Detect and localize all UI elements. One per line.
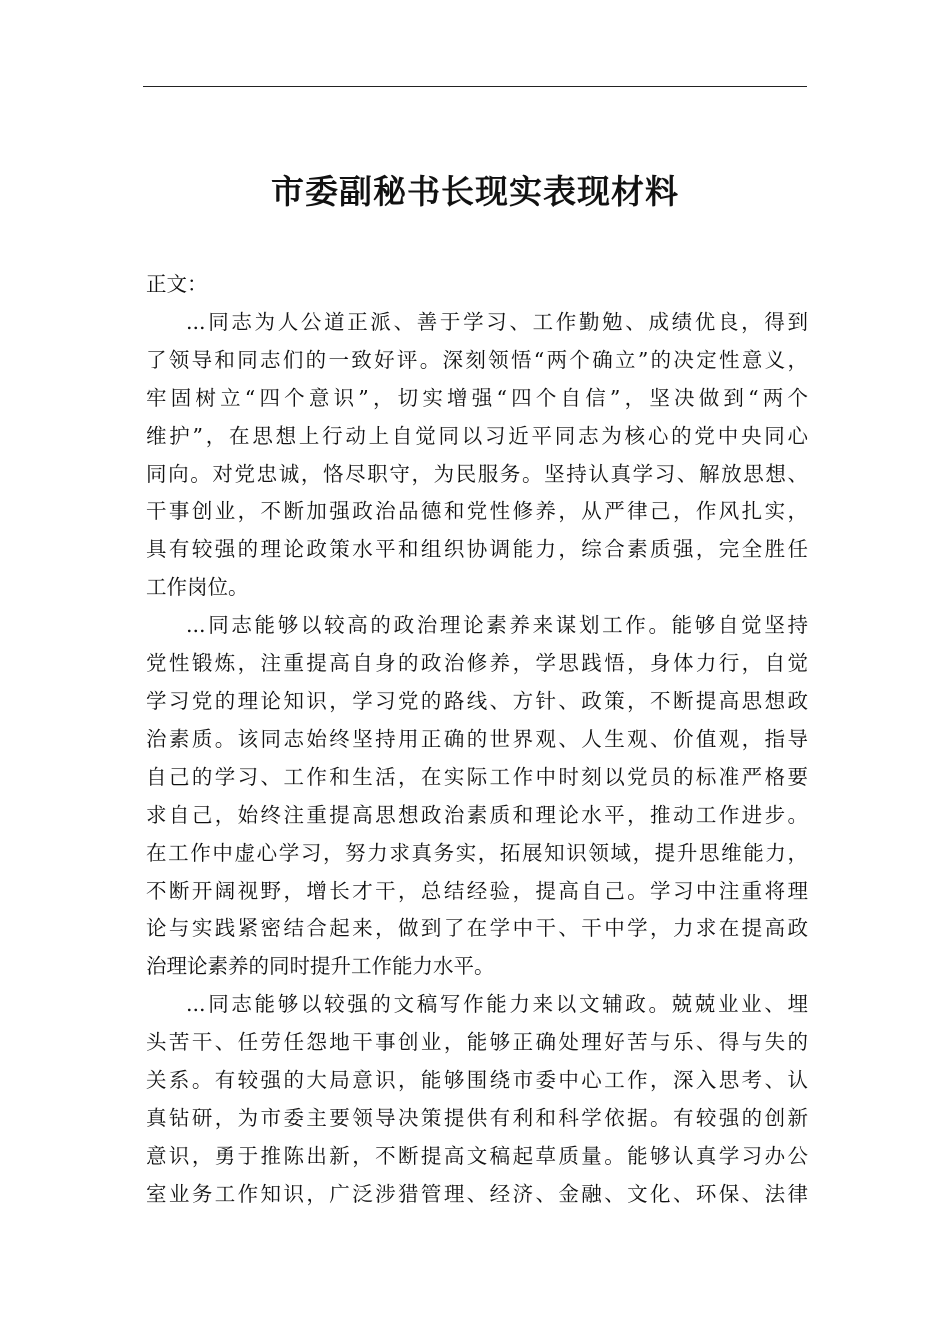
paragraph-3 bbox=[146, 986, 808, 1213]
paragraph-line: 头苦干、任劳任怨地干事创业，能够正确处理好苦与乐、得与失的 bbox=[146, 1030, 808, 1055]
paragraph-line: 室业务工作知识，广泛涉猎管理、经济、金融、文化、环保、法律 bbox=[146, 1181, 808, 1206]
paragraph-line: 关系。有较强的大局意识，能够围绕市委中心工作，深入思考、认 bbox=[146, 1068, 808, 1093]
paragraph-line: 不断开阔视野，增长才干，总结经验，提高自己。学习中注重将理 bbox=[146, 878, 808, 903]
paragraph-line: 真钻研，为市委主要领导决策提供有利和科学依据。有较强的创新 bbox=[146, 1105, 808, 1130]
document-body bbox=[146, 266, 808, 1214]
paragraph-line: 党性锻炼，注重提高自身的政治修养，学思践悟，身体力行，自觉 bbox=[146, 651, 808, 676]
paragraph-line: 干事创业，不断加强政治品德和党性修养，从严律己，作风扎实， bbox=[146, 499, 808, 524]
paragraph-line: 治素质。该同志始终坚持用正确的世界观、人生观、价值观，指导 bbox=[146, 726, 808, 751]
paragraph-line: 意识，勇于推陈出新，不断提高文稿起草质量。能够认真学习办公 bbox=[146, 1143, 808, 1168]
paragraph-line: 牢固树立“四个意识”，切实增强“四个自信”，坚决做到“两个 bbox=[146, 385, 808, 410]
paragraph-line: ...同志能够以较高的政治理论素养来谋划工作。能够自觉坚持 bbox=[186, 613, 808, 638]
header-rule bbox=[143, 86, 807, 87]
paragraph-line: ...同志为人公道正派、善于学习、工作勤勉、成绩优良，得到 bbox=[186, 309, 808, 334]
document-title: 市委副秘书长现实表现材料 bbox=[271, 172, 679, 211]
paragraph-line: 工作岗位。 bbox=[146, 575, 249, 600]
paragraph-line: 了领导和同志们的一致好评。深刻领悟“两个确立”的决定性意义， bbox=[146, 347, 808, 372]
paragraph-line: 治理论素养的同时提升工作能力水平。 bbox=[146, 954, 495, 979]
paragraph-line: 论与实践紧密结合起来，做到了在学中干、干中学，力求在提高政 bbox=[146, 916, 808, 941]
paragraph-line: 具有较强的理论政策水平和组织协调能力，综合素质强，完全胜任 bbox=[146, 537, 808, 562]
body-label: 正文： bbox=[146, 272, 208, 296]
paragraph-line: 同向。对党忠诚，恪尽职守，为民服务。坚持认真学习、解放思想、 bbox=[146, 461, 808, 486]
paragraph-line: 在工作中虚心学习，努力求真务实，拓展知识领域，提升思维能力， bbox=[146, 840, 808, 865]
paragraph-line: 维护”，在思想上行动上自觉同以习近平同志为核心的党中央同心 bbox=[146, 423, 808, 448]
paragraph-line: ...同志能够以较强的文稿写作能力来以文辅政。兢兢业业、埋 bbox=[186, 992, 808, 1017]
paragraph-line: 求自己，始终注重提高思想政治素质和理论水平，推动工作进步。 bbox=[146, 802, 808, 827]
paragraph-2 bbox=[146, 607, 808, 986]
paragraph-line: 自己的学习、工作和生活，在实际工作中时刻以党员的标准严格要 bbox=[146, 764, 808, 789]
paragraph-line: 学习党的理论知识，学习党的路线、方针、政策，不断提高思想政 bbox=[146, 688, 808, 713]
paragraph-1 bbox=[146, 304, 808, 607]
